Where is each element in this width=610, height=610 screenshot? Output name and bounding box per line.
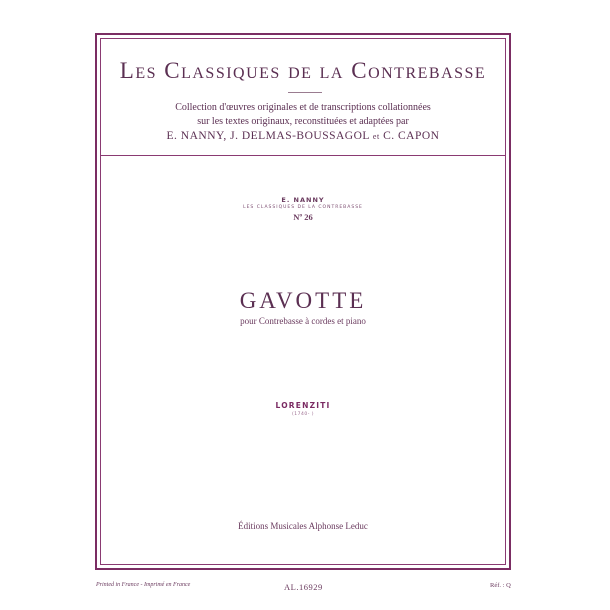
- editors-conjunction: et: [372, 132, 380, 141]
- title-ornament-rule: [288, 92, 322, 93]
- collection-line-1: Collection d'œuvres originales et de transcriptions collationnées: [175, 102, 431, 113]
- header-divider: [100, 155, 506, 156]
- composer-dates: (1740- ): [291, 412, 315, 417]
- editors-names-2: C. CAPON: [383, 130, 440, 142]
- reference-code: Réf. : Q: [490, 582, 511, 589]
- collection-line-2: sur les textes originaux, reconstituées et adaptées par: [197, 116, 409, 127]
- collection-description: [100, 101, 506, 129]
- editors-line: [100, 130, 506, 142]
- plate-number: AL.16929: [284, 582, 323, 592]
- series-name-small: LES CLASSIQUES DE LA CONTREBASSE: [243, 205, 363, 210]
- series-author: E. NANNY: [281, 196, 325, 204]
- printed-in-notice: Printed in France - Imprimé en France: [96, 582, 191, 588]
- composer-name: LORENZITI: [275, 401, 331, 410]
- publisher-name: Éditions Musicales Alphonse Leduc: [238, 521, 368, 531]
- editors-names-1: E. NANNY, J. DELMAS-BOUSSAGOL: [166, 130, 370, 142]
- work-title: GAVOTTE: [239, 288, 367, 313]
- work-instrumentation: pour Contrebasse à cordes et piano: [240, 316, 366, 326]
- series-number: Nº 26: [293, 212, 313, 222]
- series-title: Les Classiques de la Contrebasse: [119, 58, 487, 83]
